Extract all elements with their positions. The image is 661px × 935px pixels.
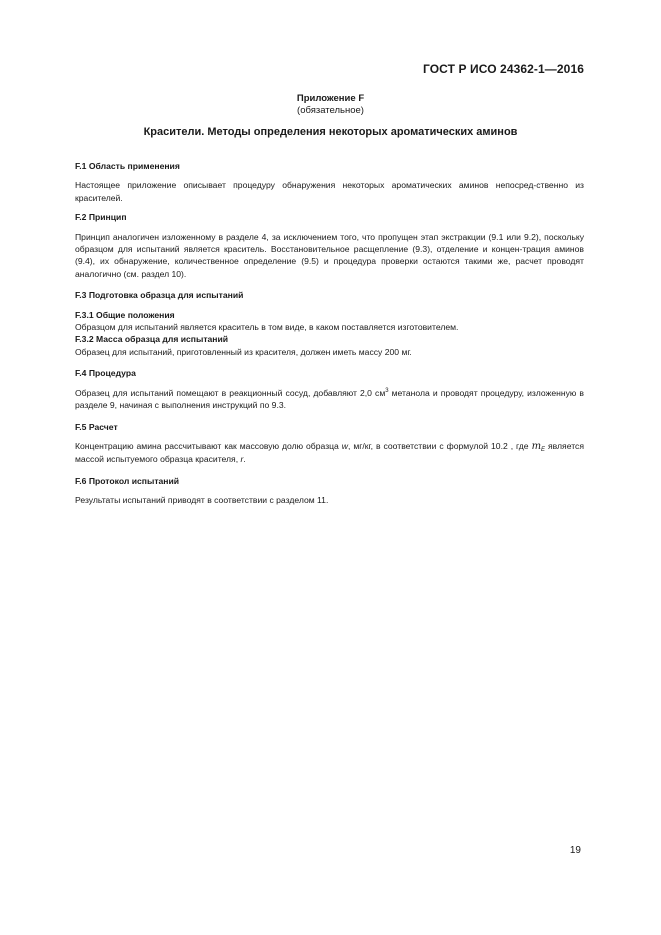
section-text: [75, 440, 584, 466]
subsection-heading: F.3.2 Масса образца для испытаний: [75, 334, 229, 345]
subsection-text: Образцом для испытаний является краситель в том виде, в каком поставляется изготовителем.: [75, 322, 459, 333]
section-f6: [75, 475, 584, 507]
variable-r: r: [240, 454, 244, 465]
section-text: Принцип аналогичен изложенному в разделе 4, за исключением того, что пропущен этап экстракции (9.1 или 9.2), поскольку образцом для испытаний является краситель. Восстановительное расщепление (9.3), отделение и концен-трация аминов (9.4), их обнаружение, количественное определение (9.5) и процедура проверки остаются такими же, расчет проводят аналогично (см. раздел 10).: [75, 231, 584, 279]
section-text: Результаты испытаний приводят в соответствии с разделом 11.: [75, 495, 329, 506]
standard-code: ГОСТ Р ИСО 24362-1—2016: [422, 62, 584, 76]
text-fragment: .: [243, 454, 246, 465]
section-f1: [75, 160, 584, 204]
appendix-status: (обязательное): [297, 105, 364, 116]
variable-m-subscript: E: [541, 446, 546, 453]
section-f3: [75, 289, 584, 358]
text-fragment: Концентрацию амина рассчитывают как массовую долю образца: [75, 440, 342, 451]
section-heading: F.5 Расчет: [75, 421, 118, 432]
text-fragment: Образец для испытаний помещают в реакционный сосуд, добавляют 2,0 см: [75, 387, 386, 398]
subsection-text: Образец для испытаний, приготовленный из красителя, должен иметь массу 200 мг.: [75, 346, 412, 357]
text-fragment: является массой испытуемого образца красителя,: [75, 440, 584, 465]
section-heading: F.2 Принцип: [75, 212, 127, 223]
section-f4: [75, 367, 584, 411]
document-body: [75, 160, 584, 514]
variable-m: m: [531, 440, 542, 452]
appendix-heading: [0, 93, 661, 117]
section-f2: [75, 211, 584, 280]
section-text: [75, 387, 584, 412]
section-text: Настоящее приложение описывает процедуру обнаружения некоторых ароматических аминов непосред-ственно из красителей.: [75, 180, 584, 203]
appendix-title: Приложение F: [296, 93, 365, 104]
section-heading: F.6 Протокол испытаний: [75, 475, 180, 486]
section-heading: F.3 Подготовка образца для испытаний: [75, 290, 244, 301]
text-fragment: метанола и проводят процедуру, изложенную в разделе 9, начиная с выполнения инструкций по 9.3.: [75, 387, 584, 411]
variable-w: w: [341, 440, 349, 451]
document-title: Красители. Методы определения некоторых ароматических аминов: [143, 126, 518, 138]
section-heading: F.1 Область применения: [75, 161, 180, 171]
text-fragment: , мг/кг, в соответствии с формулой 10.2 , где: [348, 440, 532, 451]
page-number: 19: [569, 845, 581, 856]
section-f5: [75, 421, 584, 466]
section-heading: F.4 Процедура: [75, 368, 136, 379]
superscript: 3: [385, 387, 389, 394]
subsection-heading: F.3.1 Общие положения: [75, 309, 175, 320]
